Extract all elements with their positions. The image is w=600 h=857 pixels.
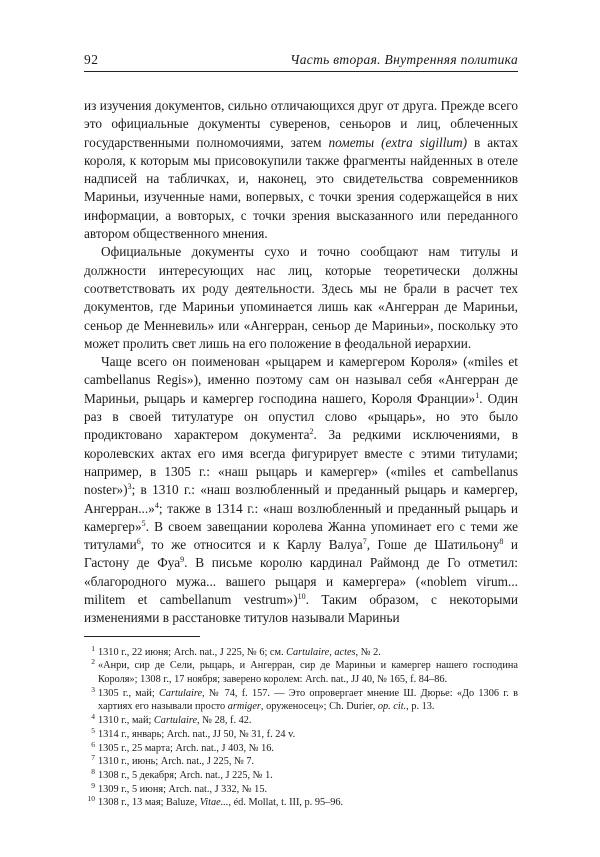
footnote-ref: 2 bbox=[309, 427, 314, 437]
text-run: , то же относится и к Карлу Валуа bbox=[140, 537, 363, 553]
footnote-number: 9 bbox=[91, 780, 95, 790]
text-run: 1305 г., 25 марта; Arch. nat., J 403, № 16. bbox=[98, 742, 274, 754]
text-run: , № 28, f. 42. bbox=[197, 715, 252, 727]
paragraph bbox=[84, 97, 518, 243]
footnote-number: 10 bbox=[87, 794, 95, 804]
footnote-ref: 1 bbox=[475, 390, 480, 400]
footnote-text bbox=[98, 728, 518, 742]
italic-text: Cartulaire bbox=[153, 715, 198, 727]
footnotes bbox=[84, 643, 518, 810]
footnote bbox=[84, 780, 518, 797]
text-run: , Гоше де Шатильону bbox=[366, 537, 500, 553]
text-run: . За редкими исключениями, в королевских актах его имя всегда фигурирует вместе с этими титулами; например, в 1305 г.: «наш рыцарь и камергер» («miles et cambellanus noster») bbox=[84, 427, 518, 498]
text-run: 1314 г., январь; Arch. nat., JJ 50, № 31, f. 24 v. bbox=[98, 728, 296, 740]
text-run: из изучения документов, сильно отличающихся друг от друга. Прежде всего это официальные документы суверенов, сеньоров и лиц, облеченных государственными полномочиями, затем bbox=[84, 98, 518, 150]
footnote-number: 2 bbox=[91, 657, 95, 667]
footnote-ref: 8 bbox=[499, 537, 504, 547]
footnote-rule bbox=[84, 636, 200, 637]
page-number: 92 bbox=[84, 52, 99, 67]
footnote-number: 7 bbox=[91, 753, 95, 763]
text-run: , éd. Mollat, t. III, p. 95–96. bbox=[228, 797, 344, 809]
footnote-ref: 6 bbox=[136, 537, 141, 547]
footnote-ref: 3 bbox=[127, 482, 132, 492]
italic-text: armiger bbox=[227, 701, 261, 713]
italic-text: Cartulaire bbox=[158, 687, 203, 699]
footnote bbox=[84, 643, 518, 660]
footnote-text bbox=[98, 796, 518, 810]
footnote-ref: 10 bbox=[297, 592, 306, 602]
body-text bbox=[84, 97, 518, 628]
text-run: . Таким образом, с некоторыми изменениями в расстановке титулов называли Мариньи bbox=[84, 592, 518, 626]
text-run: , p. 13. bbox=[406, 701, 435, 713]
paragraph bbox=[84, 353, 518, 627]
footnote-text bbox=[98, 755, 518, 769]
footnote bbox=[84, 684, 518, 714]
text-run: 1308 г., 13 мая; Baluze, bbox=[98, 797, 200, 809]
italic-text: Vitae... bbox=[199, 797, 229, 809]
text-run: 1309 г., 5 июня; Arch. nat., J 332, № 15. bbox=[98, 783, 268, 795]
footnote-text bbox=[98, 742, 518, 756]
text-run: 1310 г., июнь; Arch. nat., J 225, № 7. bbox=[98, 756, 255, 768]
footnote-text bbox=[98, 687, 518, 714]
paragraph bbox=[84, 243, 518, 353]
footnote-number: 5 bbox=[91, 725, 95, 735]
footnote-ref: 7 bbox=[362, 537, 367, 547]
text-run: . В своем завещании королева Жанна упоминает его с теми же титулами bbox=[84, 518, 518, 553]
text-run: ; в 1310 г.: «наш возлюбленный и преданный рыцарь и камергер, Ангерран...» bbox=[84, 482, 518, 516]
footnote-text bbox=[98, 714, 518, 728]
footnote-number: 8 bbox=[91, 766, 95, 776]
text-run: 1310 г., 22 июня; Arch. nat., J 225, № 6; см. bbox=[98, 646, 287, 658]
text-run: 1305 г., май; bbox=[98, 687, 159, 699]
text-run: ; также в 1314 г.: «наш возлюбленный и преданный рыцарь и камергер» bbox=[84, 500, 518, 534]
text-run: , № 74, f. 157. — Это опровергает мнение Ш. Дюрье: «До 1306 г. в хартиях его называли просто bbox=[98, 687, 518, 713]
footnote-ref: 5 bbox=[141, 518, 146, 528]
italic-text: Cartulaire, actes bbox=[286, 646, 356, 658]
footnote-number: 1 bbox=[91, 643, 95, 653]
footnote bbox=[84, 755, 518, 769]
footnote-text bbox=[98, 783, 518, 797]
text-run: «Анри, сир де Сели, рыцарь, и Ангерран, сир де Мариньи и камергер нашего господина Короля»; 1308 г., 17 ноября; заверено королем: Arch. nat., JJ 40, № 165, f. 84–86. bbox=[98, 660, 518, 686]
running-head: Часть вторая. Внутренняя политика bbox=[290, 52, 518, 67]
footnote-number: 6 bbox=[91, 739, 95, 749]
footnote-text bbox=[98, 769, 518, 783]
book-page bbox=[84, 52, 518, 810]
text-run: 1310 г., май; bbox=[98, 715, 154, 727]
footnote bbox=[84, 796, 518, 810]
footnote-ref: 9 bbox=[180, 555, 185, 565]
footnote-number: 4 bbox=[91, 712, 95, 722]
text-run: Чаще всего он поименован «рыцарем и камергером Короля» («miles et cambellanus Regis»), именно поэтому сам он называл себя «Ангерран де Мариньи, рыцарь и камергер господина нашего, Короля Франции» bbox=[84, 354, 518, 406]
italic-text: пометы (extra sigillum) bbox=[328, 134, 468, 150]
footnote bbox=[84, 766, 518, 783]
text-run: , № 2. bbox=[355, 646, 381, 658]
footnote-text bbox=[98, 646, 518, 660]
footnote-ref: 4 bbox=[154, 500, 159, 510]
text-run: , оруженосец»; Ch. Durier, bbox=[260, 701, 378, 713]
footnote bbox=[84, 739, 518, 756]
text-run: . Один раз в своей титулатуре он опустил слово «рыцарь», но это было продиктовано характером документа bbox=[84, 390, 518, 443]
text-run: в актах короля, к которым мы присовокупили также фрагменты найденных в отеле надписей на табличках, и, наконец, это свидетельства современников Мариньи, изученные нами, вопервых, с точки зрения содержащейся в них информации, а вовторых, с точки зрения высказанного или переданного автором общественного мнения. bbox=[84, 134, 518, 242]
text-run: и Гастону де Фуа bbox=[84, 537, 518, 571]
footnote bbox=[84, 659, 518, 686]
footnote-number: 3 bbox=[91, 684, 95, 694]
footnote bbox=[84, 714, 518, 728]
footnote-text bbox=[98, 659, 518, 686]
text-run: 1308 г., 5 декабря; Arch. nat., J 225, № 1. bbox=[98, 769, 273, 781]
text-run: . В письме королю кардинал Раймонд де Го отметил: «благородного мужа... вашего рыцаря и камергера» («noblem virum... militem et cambellanum vestrum») bbox=[84, 555, 518, 608]
italic-text: op. cit. bbox=[377, 701, 407, 713]
footnote bbox=[84, 725, 518, 742]
text-run: Официальные документы сухо и точно сообщают нам титулы и должности интересующих нас лиц, которые теоретически должны соответствовать их роду деятельности. Здесь мы не брали в расчет тех документов, где Мариньи упоминается лишь как «Ангерран де Мариньи, сеньор де Менневиль» или «Ангерран, сеньор де Мариньи», поскольку это может пролить свет лишь на его положение в феодальной иерархии. bbox=[84, 244, 518, 351]
page-header bbox=[84, 52, 518, 72]
